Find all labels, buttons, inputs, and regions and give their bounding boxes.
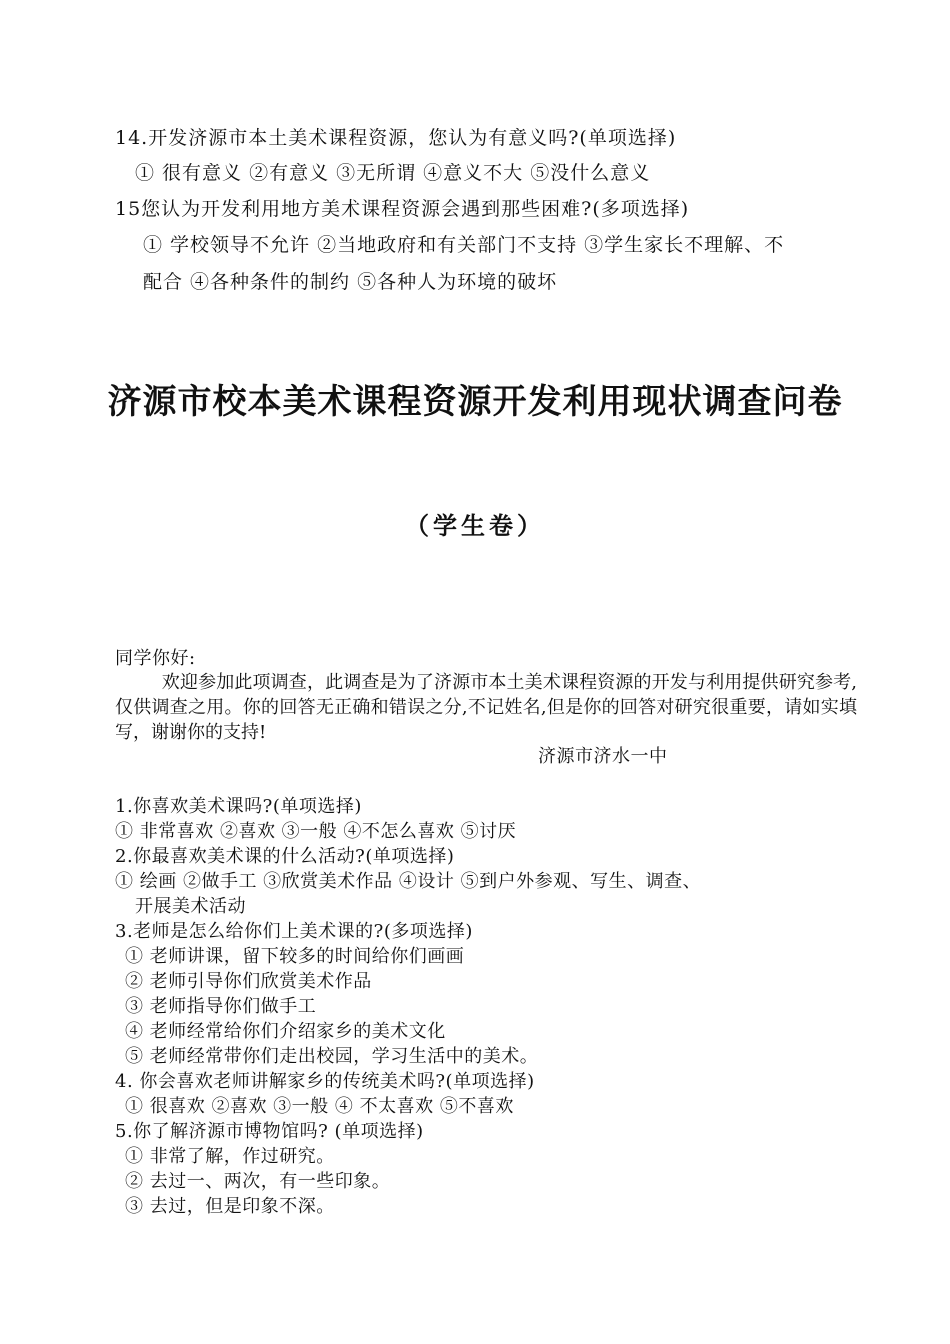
question-15-options-line2: 配合 ④各种条件的制约 ⑤各种人为环境的破坏 xyxy=(143,271,558,293)
question-15: 15您认为开发利用地方美术课程资源会遇到那些困难?(多项选择) xyxy=(115,198,690,220)
question-5: 5.你了解济源市博物馆吗? (单项选择) xyxy=(115,1121,424,1142)
document-subtitle: （学生卷） xyxy=(405,512,545,540)
document-title: 济源市校本美术课程资源开发利用现状调查问卷 xyxy=(107,382,843,422)
question-3-option-1: ① 老师讲课，留下较多的时间给你们画画 xyxy=(125,946,465,967)
question-5-option-3: ③ 去过，但是印象不深。 xyxy=(125,1196,335,1217)
question-1-options: ① 非常喜欢 ②喜欢 ③一般 ④不怎么喜欢 ⑤讨厌 xyxy=(115,821,517,842)
question-14: 14.开发济源市本土美术课程资源，您认为有意义吗?(单项选择) xyxy=(115,127,677,149)
question-15-options-line1: ① 学校领导不允许 ②当地政府和有关部门不支持 ③学生家长不理解、不 xyxy=(143,234,785,256)
question-3: 3.老师是怎么给你们上美术课的?(多项选择) xyxy=(115,921,473,942)
signature: 济源市济水一中 xyxy=(538,746,668,767)
question-5-option-1: ① 非常了解，作过研究。 xyxy=(125,1146,335,1167)
question-3-option-5: ⑤ 老师经常带你们走出校园，学习生活中的美术。 xyxy=(125,1046,539,1067)
question-2: 2.你最喜欢美术课的什么活动?(单项选择) xyxy=(115,846,455,867)
question-5-option-2: ② 去过一、两次，有一些印象。 xyxy=(125,1171,391,1192)
question-4: 4. 你会喜欢老师讲解家乡的传统美术吗?(单项选择) xyxy=(115,1071,535,1092)
question-3-option-4: ④ 老师经常给你们介绍家乡的美术文化 xyxy=(125,1021,446,1042)
greeting: 同学你好: xyxy=(115,648,196,669)
question-2-options-cont: 开展美术活动 xyxy=(135,896,246,917)
question-3-option-2: ② 老师引导你们欣赏美术作品 xyxy=(125,971,372,992)
question-2-options: ① 绘画 ②做手工 ③欣赏美术作品 ④设计 ⑤到户外参观、写生、调查、 xyxy=(115,871,702,892)
question-1: 1.你喜欢美术课吗?(单项选择) xyxy=(115,796,362,817)
question-4-options: ① 很喜欢 ②喜欢 ③一般 ④ 不太喜欢 ⑤不喜欢 xyxy=(125,1096,514,1117)
intro-paragraph: 欢迎参加此项调查，此调查是为了济源市本土美术课程资源的开发与利用提供研究参考,仅供调查之用。你的回答无正确和错误之分,不记姓名,但是你的回答对研究很重要，请如实填写，谢谢你的支持! xyxy=(115,672,857,743)
question-14-options: ① 很有意义 ②有意义 ③无所谓 ④意义不大 ⑤没什么意义 xyxy=(135,162,651,184)
question-3-option-3: ③ 老师指导你们做手工 xyxy=(125,996,317,1017)
